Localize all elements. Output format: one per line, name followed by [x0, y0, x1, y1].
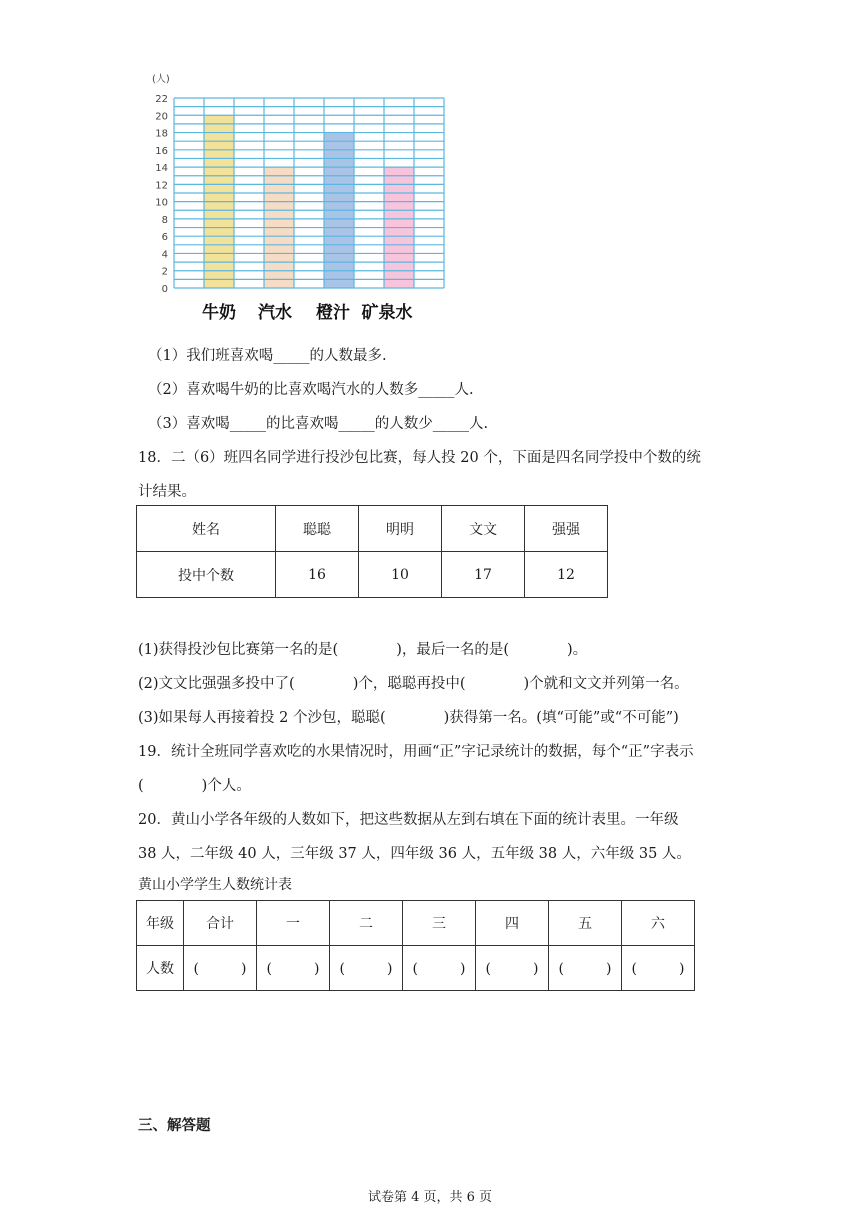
drink-bar-chart — [148, 70, 468, 330]
y-tick-label: 8 — [161, 214, 168, 226]
q17-part2: （2）喜欢喝牛奶的比喜欢喝汽水的人数多_____人. — [148, 382, 474, 398]
q20-header-cell: 五 — [549, 901, 622, 946]
q18-data-cell: 12 — [525, 552, 608, 598]
y-tick-label: 10 — [155, 197, 168, 209]
q20-header-cell: 四 — [476, 901, 549, 946]
q20-table-title: 黄山小学学生人数统计表 — [138, 877, 292, 893]
y-tick-label: 16 — [155, 145, 168, 157]
category-label: 橙汁 — [316, 303, 350, 323]
q20-header-cell: 三 — [403, 901, 476, 946]
q18-header-cell: 聪聪 — [276, 506, 359, 552]
page-footer: 试卷第 4 页，共 6 页 — [367, 1190, 493, 1205]
q18-data-cell: 16 — [276, 552, 359, 598]
y-tick-label: 20 — [155, 111, 168, 123]
q20-answer-blank[interactable]: ( ) — [257, 946, 330, 991]
y-tick-label: 4 — [161, 249, 168, 261]
y-axis-label: (人) — [152, 74, 170, 85]
q20-answer-blank[interactable]: ( ) — [330, 946, 403, 991]
q18-stem-line1: 18．二（6）班四名同学进行投沙包比赛，每人投 20 个，下面是四名同学投中个数的统 — [138, 450, 701, 466]
q17-part3: （3）喜欢喝_____的比喜欢喝_____的人数少_____人. — [148, 416, 489, 432]
q18-part2: (2)文文比强强多投中了( )个，聪聪再投中( )个就和文文并列第一名。 — [138, 676, 689, 692]
q18-table-header-row — [137, 506, 608, 552]
q20-answer-blank[interactable]: ( ) — [403, 946, 476, 991]
section-3-heading: 三、解答题 — [138, 1117, 211, 1134]
q20-header-cell: 二 — [330, 901, 403, 946]
q18-data-cell: 17 — [442, 552, 525, 598]
q20-table-header-row — [137, 901, 695, 946]
q20-answer-blank[interactable]: ( ) — [476, 946, 549, 991]
q20-data-cell: 人数 — [137, 946, 184, 991]
q18-header-cell: 强强 — [525, 506, 608, 552]
q18-part3: (3)如果每人再接着投 2 个沙包，聪聪( )获得第一名。(填“可能”或“不可能”) — [138, 710, 679, 726]
q20-header-cell: 一 — [257, 901, 330, 946]
q17-part1: （1）我们班喜欢喝_____的人数最多. — [148, 348, 387, 364]
category-label: 汽水 — [258, 303, 292, 323]
q20-answer-blank[interactable]: ( ) — [184, 946, 257, 991]
q19-line1: 19．统计全班同学喜欢吃的水果情况时，用画“正”字记录统计的数据，每个“正”字表示 — [138, 744, 694, 760]
y-tick-label: 22 — [155, 94, 168, 105]
q18-part1: (1)获得投沙包比赛第一名的是( )，最后一名的是( )。 — [138, 642, 588, 658]
q20-line1: 20．黄山小学各年级的人数如下，把这些数据从左到右填在下面的统计表里。一年级 — [138, 812, 679, 828]
q20-header-cell: 合计 — [184, 901, 257, 946]
y-tick-label: 14 — [155, 163, 168, 175]
y-tick-label: 0 — [161, 284, 168, 295]
y-tick-label: 6 — [161, 232, 168, 244]
q18-stem-line2: 计结果。 — [138, 484, 196, 500]
q18-table-data-row — [137, 552, 608, 598]
q18-header-cell: 文文 — [442, 506, 525, 552]
q18-data-cell: 投中个数 — [137, 552, 276, 598]
category-label: 牛奶 — [202, 303, 236, 323]
q19-line2: ( )个人。 — [138, 778, 251, 794]
q20-grade-table — [136, 900, 695, 991]
q18-header-cell: 明明 — [359, 506, 442, 552]
category-label: 矿泉水 — [361, 303, 413, 323]
q20-table-data-row — [137, 946, 695, 991]
y-tick-label: 2 — [161, 266, 168, 278]
q20-answer-blank[interactable]: ( ) — [549, 946, 622, 991]
y-tick-label: 18 — [155, 128, 168, 140]
y-tick-label: 12 — [155, 180, 168, 192]
q20-header-cell: 年级 — [137, 901, 184, 946]
q18-data-cell: 10 — [359, 552, 442, 598]
q20-line2: 38 人，二年级 40 人，三年级 37 人，四年级 36 人，五年级 38 人，六年级 35 人。 — [138, 846, 691, 862]
bar-chart-svg — [148, 70, 468, 300]
q18-header-cell: 姓名 — [137, 506, 276, 552]
q20-answer-blank[interactable]: ( ) — [622, 946, 695, 991]
q18-score-table — [136, 505, 608, 598]
q20-header-cell: 六 — [622, 901, 695, 946]
